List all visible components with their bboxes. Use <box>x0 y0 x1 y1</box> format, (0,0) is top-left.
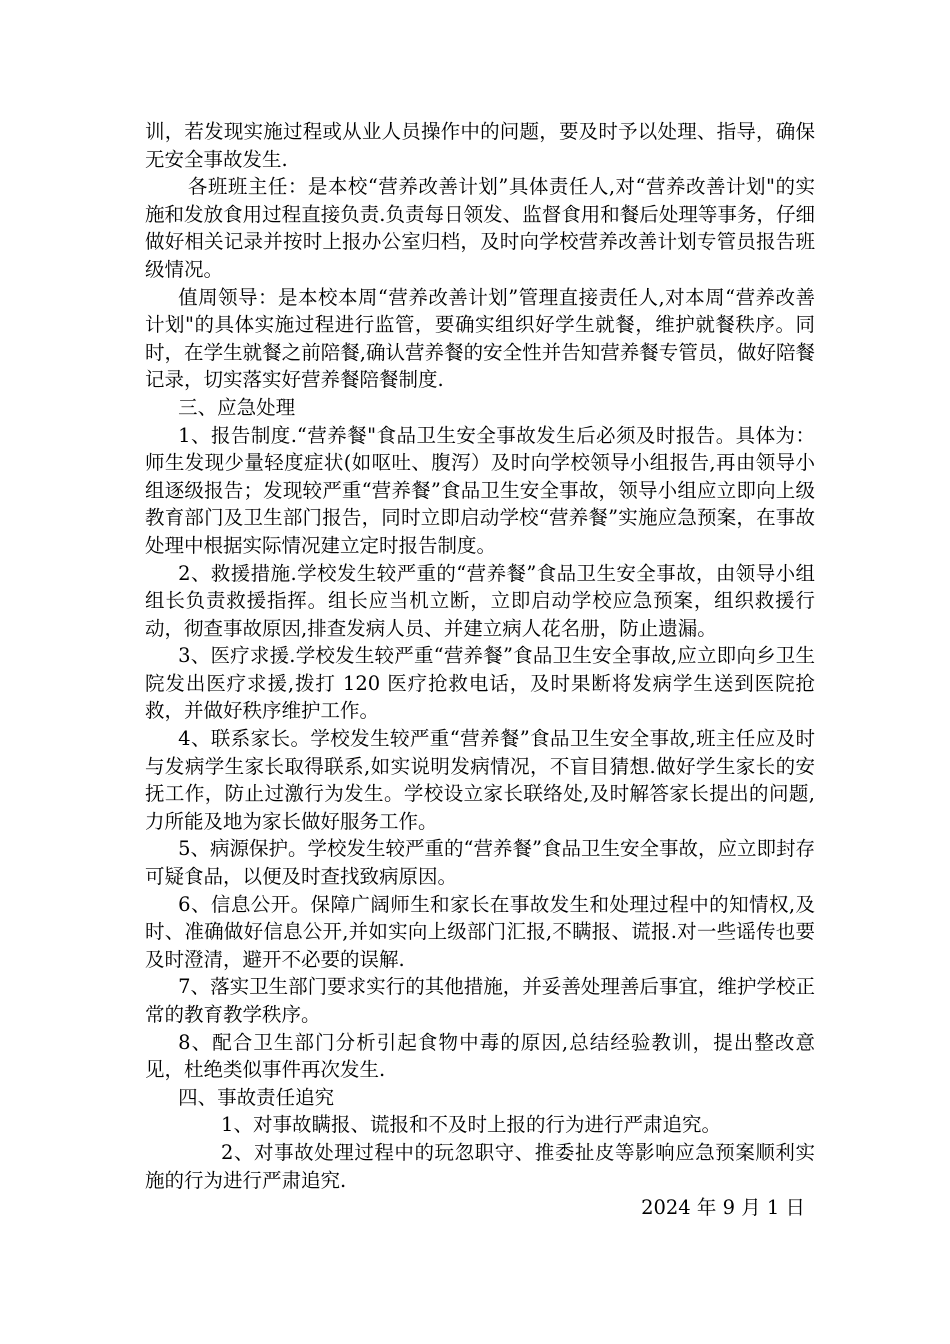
document-date: 2024 年 9 月 1 日 <box>641 1196 805 1220</box>
section-heading-emergency: 三、应急处理 <box>178 395 296 419</box>
paragraph-accountability-1: 1、对事故瞒报、谎报和不及时上报的行为进行严肃追究。 <box>221 1113 721 1137</box>
paragraph-information-disclosure: 6、信息公开。保障广阔师生和家长在事故发生和处理过程中的知情权,及时、准确做好信息公开,并如实向上级部门汇报,不瞒报、谎报.对一些谣传也要及时澄清，避开不必要的误解. <box>145 892 815 971</box>
paragraph-class-teacher: 各班班主任：是本校“营养改善计划”具体责任人,对“营养改善计划"的实施和发放食用过程直接负责.负责每日领发、监督食用和餐后处理等事务，仔细做好相关记录并按时上报办公室归档，及时向学校营养改善计划专管员报告班级情况。 <box>145 175 815 281</box>
paragraph-contact-parents: 4、联系家长。学校发生较严重“营养餐”食品卫生安全事故,班主任应及时与发病学生家长取得联系,如实说明发病情况，不盲目猜想.做好学生家长的安抚工作，防止过激行为发生。学校设立家长联络处,及时解答家长提出的问题,力所能及地为家长做好服务工作。 <box>145 727 815 833</box>
document-page <box>145 118 815 1222</box>
paragraph-rescue-measures: 2、救援措施.学校发生较严重的“营养餐”食品卫生安全事故，由领导小组组长负责救援指挥。组长应当机立断，立即启动学校应急预案，组织救援行动，彻查事故原因,排查发病人员、并建立病人花名册，防止遗漏。 <box>145 561 815 640</box>
paragraph-training: 训，若发现实施过程或从业人员操作中的问题，要及时予以处理、指导，确保无安全事故发生. <box>145 120 815 171</box>
paragraph-source-protection: 5、病源保护。学校发生较严重的“营养餐”食品卫生安全事故，应立即封存可疑食品，以便及时查找致病原因。 <box>145 837 815 889</box>
paragraph-cause-analysis: 8、配合卫生部门分析引起食物中毒的原因,总结经验教训，提出整改意见，杜绝类似事件再次发生. <box>145 1030 815 1082</box>
paragraph-accountability-2: 2、对事故处理过程中的玩忽职守、推委扯皮等影响应急预案顺利实施的行为进行严肃追究. <box>145 1140 815 1192</box>
paragraph-other-measures: 7、落实卫生部门要求实行的其他措施，并妥善处理善后事宜，维护学校正常的教育教学秩序。 <box>145 975 815 1026</box>
paragraph-report-system: 1、报告制度.“营养餐"食品卫生安全事故发生后必须及时报告。具体为：师生发现少量轻度症状(如呕吐、腹泻）及时向学校领导小组报告,再由领导小组逐级报告；发现较严重“营养餐”食品卫生安全事故，领导小组应立即向上级教育部门及卫生部门报告，同时立即启动学校“营养餐”实施应急预案，在事故处理中根据实际情况建立定时报告制度。 <box>145 423 815 557</box>
section-heading-accountability: 四、事故责任追究 <box>178 1085 335 1109</box>
paragraph-duty-leader: 值周领导：是本校本周“营养改善计划”管理直接责任人,对本周“营养改善计划"的具体实施过程进行监管，要确实组织好学生就餐，维护就餐秩序。同时，在学生就餐之前陪餐,确认营养餐的安全性并告知营养餐专管员，做好陪餐记录，切实落实好营养餐陪餐制度. <box>145 285 815 392</box>
paragraph-medical-aid: 3、医疗求援.学校发生较严重“营养餐”食品卫生安全事故,应立即向乡卫生院发出医疗求援,拨打 120 医疗抢救电话，及时果断将发病学生送到医院抢救，并做好秩序维护工作。 <box>145 644 815 723</box>
